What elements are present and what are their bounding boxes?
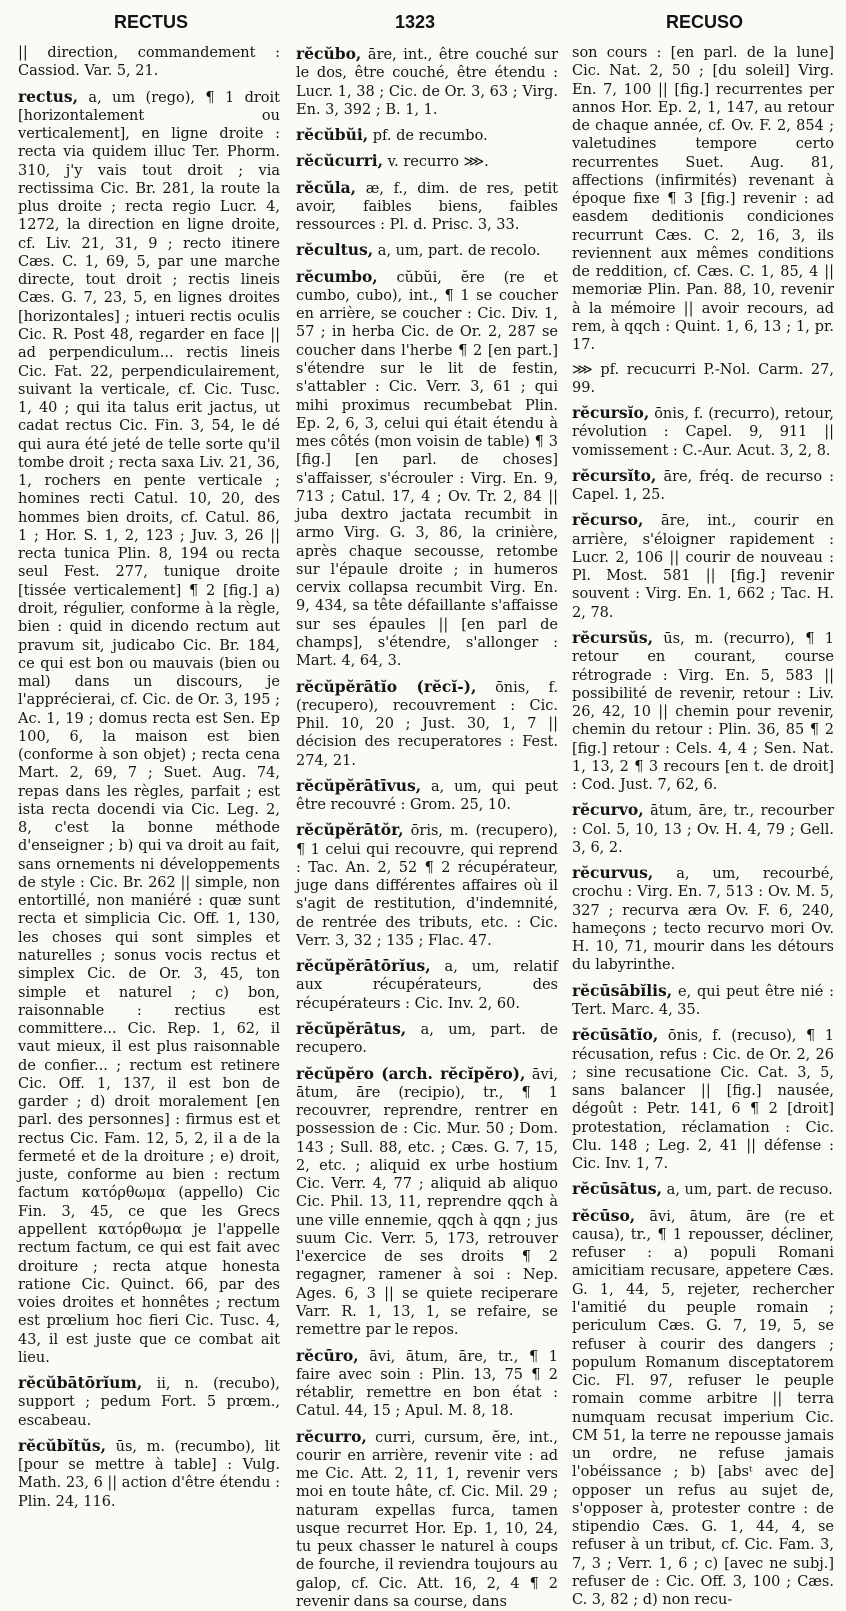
dictionary-entry <box>572 1025 834 1173</box>
entry-headword: rĕcŭpĕro (arch. rĕcĭpĕro), <box>296 1063 526 1083</box>
dictionary-entry <box>296 776 558 815</box>
entry-headword: rĕcurvo, <box>572 800 644 820</box>
entry-headword: rĕcŭbo, <box>296 44 362 63</box>
entry-definition: æ, f., dim. de res, petit avoir, faibles biens, faibles ressources : Pl. d. Prisc. 3, 33. <box>296 180 559 234</box>
entry-definition: ōris, m. (recupero), ¶ 1 celui qui recouvre, qui reprend : Tac. An. 2, 52 ¶ 2 récupérateur, juge dans différentes affaires où il s'agit de restitution, d'indemnité, de rentrée des tributs, etc. : Cic. Verr. 3, 32 ; 135 ; Flac. 47. <box>296 823 558 949</box>
dictionary-entry <box>572 403 834 460</box>
dictionary-entry <box>296 1427 558 1611</box>
dictionary-entry <box>296 956 558 1013</box>
dictionary-entry <box>18 1373 280 1430</box>
dictionary-entry <box>572 44 834 355</box>
entry-headword: rĕcŭpĕrātus, <box>296 1019 407 1039</box>
dictionary-entry <box>18 87 280 1368</box>
entry-definition: āvi, ātum, āre, tr., ¶ 1 faire avec soin : Plin. 13, 75 ¶ 2 rétablir, remettre en bon état : Catul. 44, 15 ; Apul. M. 8, 18. <box>296 1348 559 1420</box>
entry-definition: a, um, recourbé, crochu : Virg. En. 7, 513 : Ov. M. 5, 327 ; recurva æra Ov. F. 6, 240, hameçons ; tecto recurvo mori Ov. H. 10, 71, mourir dans les détours du labyrinthe. <box>572 866 834 974</box>
text-columns <box>0 44 846 1610</box>
dictionary-entry <box>572 466 834 505</box>
dictionary-entry <box>572 800 834 857</box>
entry-definition: āvi, ātum, āre (recipio), tr., ¶ 1 recouvrer, reprendre, rentrer en possession de : Cic. Mur. 50 ; Dom. 143 ; Sull. 88, etc. ; Cæs. G. 7, 15, 2, etc. ; aliquid ex urbe hostium Cic. Verr. 4, 77 ; aliquid ab aliquo Cic. Phil. 13, 11, reprendre qqch à une ville ennemie, qqch à qqn ; jus suum Cic. Verr. 5, 173, retrouver l'exercice de ses droits ¶ 2 regagner, ramener à soi : Nep. Ages. 6, 3 || se quiete reciperare Varr. R. 1, 13, 1, se refaire, se remettre par le repos. <box>296 1066 558 1339</box>
entry-headword: rĕcūsātĭo, <box>572 1025 659 1045</box>
entry-definition: ōnis, f. (recupero), recouvrement : Cic. Phil. 10, 20 ; Just. 30, 1, 7 || décision des recuperatores : Fest. 274, 21. <box>296 679 558 769</box>
entry-headword: rĕcursĭo, <box>572 403 650 423</box>
entry-headword: rectus, <box>18 86 79 106</box>
entry-headword: rĕcŭbŭi, <box>296 125 369 145</box>
entry-definition: a, um, part. de recolo. <box>377 243 541 260</box>
entry-definition: ii, n. (recubo), support ; pedum Fort. 5 prœm., escabeau. <box>18 1376 280 1429</box>
entry-headword: rĕcultus, <box>296 240 374 260</box>
entry-definition: ūs, m. (recurro), ¶ 1 retour en courant, course rétrograde : Virg. En. 5, 583 || possibilité de revenir, retour : Liv. 26, 42, 10 || chemin pour revenir, chemin du retour : Plin. 36, 85 ¶ 2 [fig.] retour : Cels. 4, 4 ; Sen. Nat. 1, 13, 2 ¶ 3 recours [en t. de droit] : Cod. Just. 7, 62, 6. <box>572 630 835 794</box>
dictionary-entry <box>296 178 558 235</box>
column-1 <box>18 44 280 1510</box>
entry-definition: son cours : [en parl. de la lune] Cic. Nat. 2, 50 ; [du soleil] Virg. En. 7, 100 || [fig.] recurrentes per annos Hor. Ep. 2, 1, 147, au retour de chaque année, cf. Ov. F. 2, 854 ; valetudines tempore certo recurrentes Suet. Aug. 81, affections (infirmités) revenant à époque fixe ¶ 3 [fig.] revenir : ad easdem deditionis condiciones recurrunt Cæs. C. 2, 16, 3, ils reviennent aux mêmes conditions de reddition, cf. Cæs. C. 1, 85, 4 || memoriæ Plin. Pan. 88, 10, revenir à la mémoire || avoir recours, ad rem, à qqch : Quint. 1, 6, 13 ; 1, pr. 17. <box>572 45 834 354</box>
entry-headword: rĕcūsātus, <box>572 1179 663 1199</box>
entry-definition: a, um, relatif aux récupérateurs, des récupérateurs : Cic. Inv. 2, 60. <box>296 959 559 1012</box>
column-2 <box>296 44 559 1610</box>
dictionary-entry <box>296 151 558 171</box>
entry-definition: pf. de recumbo. <box>372 128 488 145</box>
entry-headword: rĕcursŭs, <box>572 627 654 647</box>
entry-definition: ūs, m. (recumbo), lit [pour se mettre à table] : Vulg. Math. 23, 6 || action d'être étendu : Plin. 24, 116. <box>18 1438 280 1510</box>
header-left-guide-word: RECTUS <box>114 12 189 32</box>
entry-definition: a, um, part. de recuso. <box>666 1182 833 1199</box>
entry-definition: āvi, ātum, āre (re et causa), tr., ¶ 1 repousser, décliner, refuser : a) populi Romani amicitiam recusare, appetere Cæs. G. 1, 44, 5, rejeter, rechercher l'amitié du peuple romain ; periculum Cæs. G. 7, 19, 5, se refuser à courir des dangers ; populum Romanum disceptatorem Cic. Fl. 97, refuser le peuple romain comme arbitre || terra numquam recusat imperium Cic. CM 51, la terre ne repousse jamais un ordre, ne refuse jamais l'obéissance ; b) [absᵗ avec de] opposer un refus au sujet de, s'opposer à, protester contre : de stipendio Cæs. G. 1, 44, 4, se refuser à un tribut, cf. Cic. Fam. 3, 7, 3 ; Verr. 1, 6 ; c) [avec ne subj.] refuser de : Cic. Off. 3, 100 ; Cæs. C. 3, 82 ; d) non recu- <box>572 1208 834 1609</box>
header-right-guide-word: RECUSO <box>666 12 744 32</box>
entry-headword: rĕcūso, <box>572 1205 636 1225</box>
entry-definition: ōnis, f. (recuso), ¶ 1 récusation, refus : Cic. de Or. 2, 26 ; sine recusatione Cic. Cat. 3, 5, sans balancer || [fig.] nausée, dégoût : Petr. 141, 6 ¶ 2 [droit] protestation, réclamation : Cic. Clu. 148 ; Leg. 2, 41 || défense : Cic. Inv. 1, 7. <box>572 1028 834 1173</box>
dictionary-entry <box>572 628 834 794</box>
entry-headword: rĕcursĭto, <box>572 465 657 485</box>
entry-headword: rĕcŭbĭtŭs, <box>18 1435 107 1455</box>
entry-definition: a, um, part. de recupero. <box>296 1022 558 1057</box>
entry-definition: āre, int., courir en arrière, s'éloigner rapidement : Lucr. 2, 106 || courir de nouveau : Pl. Most. 581 || [fig.] revenir souvent : Virg. En. 1, 662 ; Tac. H. 2, 78. <box>572 513 834 621</box>
running-header <box>0 12 846 38</box>
entry-headword: rĕcŭpĕrātĭo (rĕcĭ-), <box>296 676 477 696</box>
dictionary-entry <box>18 44 280 81</box>
entry-headword: rĕcŭpĕrātōrĭus, <box>296 956 431 976</box>
entry-headword: rĕcurro, <box>296 1426 367 1446</box>
dictionary-entry <box>572 981 834 1020</box>
dictionary-entry <box>296 1064 558 1340</box>
entry-headword: rĕcūsābĭlis, <box>572 980 673 1000</box>
entry-definition: a, um, qui peut être recouvré : Grom. 25, 10. <box>296 778 558 814</box>
entry-definition: ōnis, f. (recurro), retour, révolution : Capel. 9, 911 || vomissement : C.-Aur. Acut. 3, 2, 8. <box>572 406 834 459</box>
entry-definition: ⋙ pf. recucurri P.-Nol. Carm. 27, 99. <box>572 361 834 396</box>
entry-headword: rĕcumbo, <box>296 266 378 286</box>
entry-definition: || direction, commandement : Cassiod. Var. 5, 21. <box>18 45 280 80</box>
dictionary-entry <box>296 1019 558 1058</box>
page-number: 1323 <box>395 12 436 32</box>
entry-definition: a, um (rego), ¶ 1 droit [horizontalement ou verticalement], en ligne droite : recta via quidem illuc Ter. Phorm. 310, j'y vais tout droit ; via rectissima Cic. Br. 281, la route la plus droite ; recta regio Lucr. 4, 1272, la direction en ligne droite, cf. Liv. 21, 31, 9 ; recto itinere Cæs. C. 1, 69, 5, par une marche directe, tout droit ; rectis lineis Cæs. G. 7, 23, 5, en lignes droites [horizontales] ; intueri rectis oculis Cic. R. Post 48, regarder en face || ad perpendiculum... rectis lineis Cic. Fat. 22, perpendiculairement, suivant la verticale, cf. Cic. Tusc. 1, 40 ; qui ita talus erit jactus, ut cadat rectus Cic. Fin. 3, 54, le dé qui aura été jeté de telle sorte qu'il tombe droit ; recta saxa Liv. 21, 36, 1, rochers en pente verticale ; homines recti Catul. 10, 20, des hommes bien droits, cf. Catul. 86, 1 ; Hor. S. 1, 2, 123 ; Juv. 3, 26 || recta tunica Plin. 8, 194 ou recta seul Fest. 277, tunique droite [tissée verticalement] ¶ 2 [fig.] a) droit, régulier, conforme à la règle, bien : quid in dicendo rectum aut pravum sit, judicabo Cic. Br. 184, ce qui est bon ou mauvais (bien ou mal) dans un discours, je l'apprécierai, cf. Cic. de Or. 3, 195 ; Ac. 1, 19 ; domus recta est Sen. Ep 100, 6, la maison est bien (conforme à son objet) ; recta cena Mart. 2, 69, 7 ; Suet. Aug. 74, repas dans les règles, parfait ; est ista recta docendi via Cic. Leg. 2, 8, c'est la bonne méthode d'enseigner ; b) qui va droit au fait, sans ornements ni développements de style : Cic. Br. 262 || simple, non entortillé, non maniéré : quæ sunt recta et simplicia Cic. Off. 1, 130, les choses qui sont simples et naturelles ; sonus vocis rectus et simplex Cic. de Or. 3, 45, ton simple et naturel ; c) bon, raisonnable : rectius est committere... Cic. Rep. 1, 62, il vaut mieux, il est plus raisonnable de confier... ; rectum est retinere Cic. Off. 1, 137, il est bon de garder ; d) droit moralement [en parl. des personnes] : firmus est et rectus Cic. Fam. 12, 5, 2, il a de la fermeté et de la droiture ; e) droit, juste, conforme au bien : rectum factum κατόρθωμα (appello) Cic Fin. 3, 45, ce que les Grecs appellent κατόρθωμα je l'appelle rectum factum, ce qui est fait avec droiture ; recta atque honesta ratione Cic. Quinct. 66, par des voies droites et honnêtes ; rectum est prœlium hoc fieri Cic. Tusc. 4, 43, il est juste que ce combat ait lieu. <box>18 89 280 1366</box>
entry-headword: rĕcŭla, <box>296 177 357 197</box>
dictionary-entry <box>572 510 834 622</box>
entry-headword: rĕcŭcurri, <box>296 151 384 171</box>
dictionary-entry <box>296 267 558 671</box>
entry-headword: rĕcūro, <box>296 1345 359 1365</box>
entry-headword: rĕcurvus, <box>572 863 654 883</box>
dictionary-entry <box>296 677 558 770</box>
entry-headword: rĕcŭpĕrātīvus, <box>296 775 422 795</box>
entry-definition: v. recurro ⋙. <box>387 154 489 171</box>
entry-headword: rĕcŭbātōrĭum, <box>18 1373 143 1393</box>
dictionary-entry <box>296 44 558 119</box>
dictionary-entry <box>572 361 834 398</box>
entry-headword: rĕcurso, <box>572 510 644 530</box>
entry-definition: ātum, āre, tr., recourber : Col. 5, 10, 13 ; Ov. H. 4, 79 ; Gell. 3, 6, 2. <box>572 803 835 856</box>
dictionary-entry <box>572 1206 834 1610</box>
entry-definition: āre, int., être couché sur le dos, être couché, être étendu : Lucr. 1, 38 ; Cic. de Or. 3, 63 ; Virg. En. 3, 392 ; B. 1, 1. <box>296 47 558 118</box>
dictionary-entry <box>296 125 558 145</box>
dictionary-entry <box>18 1436 280 1511</box>
entry-definition: curri, cursum, ĕre, int., courir en arrière, revenir vite : ad me Cic. Att. 2, 11, 1, revenir vers moi en toute hâte, cf. Cic. Mil. 29 ; naturam expellas furca, tamen usque recurret Hor. Ep. 1, 10, 24, tu peux chasser le naturel à coups de fourche, il reviendra toujours au galop, cf. Cic. Att. 16, 2, 4 ¶ 2 revenir dans sa course, dans <box>296 1429 558 1610</box>
dictionary-entry <box>572 1179 834 1199</box>
entry-definition: cŭbŭi, ĕre (re et cumbo, cubo), int., ¶ 1 se coucher en arrière, se coucher : Cic. Div. 1, 57 ; in herba Cic. de Or. 2, 287 se coucher dans l'herbe ¶ 2 [en part.] s'étendre sur le lit de festin, s'attabler : Cic. Verr. 3, 61 ; qui mihi proximus recumbebat Plin. Ep. 2, 6, 3, celui qui était étendu à mes côtés (mon voisin de table) ¶ 3 [fig.] [en parl. de choses] s'affaisser, s'écrouler : Virg. En. 9, 713 ; Catul. 17, 4 ; Ov. Tr. 2, 84 || juba dextro jactata recumbit in armo Virg. G. 3, 86, la crinière, après chaque secousse, retombe sur l'épaule droite ; in humeros cervix collapsa recumbit Virg. En. 9, 434, sa tête défaillante s'affaisse sur ses épaules || [en parl de champs], s'étendre, s'allonger : Mart. 4, 64, 3. <box>296 269 559 670</box>
dictionary-entry <box>296 820 558 950</box>
column-3 <box>572 44 835 1609</box>
dictionary-entry <box>296 240 558 260</box>
dictionary-entry <box>572 863 834 975</box>
entry-definition: āre, fréq. de recurso : Capel. 1, 25. <box>572 468 835 504</box>
dictionary-entry <box>296 1346 558 1421</box>
entry-headword: rĕcŭpĕrātŏr, <box>296 820 404 840</box>
entry-definition: e, qui peut être nié : Tert. Marc. 4, 35. <box>572 983 835 1019</box>
